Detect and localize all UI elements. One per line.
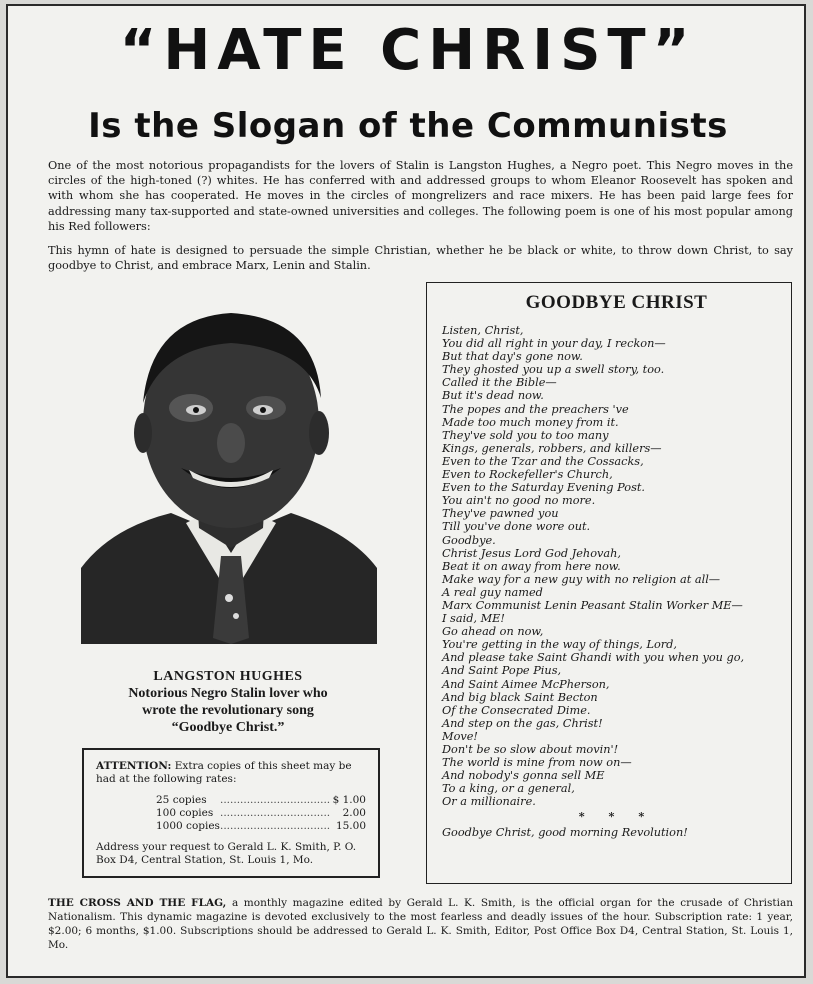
portrait-photo — [81, 298, 377, 644]
rate-row — [156, 807, 366, 820]
poem-line: Of the Consecrated Dime. — [442, 703, 591, 717]
poem-title: GOODBYE CHRIST — [525, 292, 708, 313]
magazine-name: THE CROSS AND THE FLAG, — [48, 897, 227, 909]
poem-line: And step on the gas, Christ! — [442, 716, 603, 730]
rate-price: 2.00 — [342, 807, 366, 819]
poem-line: Move! — [442, 729, 478, 743]
rate-price: 15.00 — [335, 820, 366, 832]
poem-line: They've sold you to too many — [442, 428, 609, 442]
poem-line: The popes and the preachers 've — [442, 402, 629, 416]
poem-line: Kings, generals, robbers, and killers— — [442, 441, 662, 455]
poem-line: A real guy named — [442, 585, 543, 599]
poem-line: Go ahead on now, — [442, 625, 544, 639]
poem-line: You ain't no good no more. — [442, 494, 596, 508]
intro-paragraph-1: One of the most notorious propagandists for the lovers of Stalin is Langston Hughes, a Negro poet. This Negro moves in the circles of the high-toned (?) whites. He has conferred with and addressed groups to whom Eleanor Roosevelt has spoken and with whom she has cooperated. He moves in the circles of mongrelizers and race mixers. He has been paid large fees for addressing many tax-supported and state-owned universities and colleges. The following poem is one of his most popular among his Red followers: — [48, 159, 793, 233]
poem-line: But it's dead now. — [442, 389, 544, 403]
poem-line: They've pawned you — [442, 507, 559, 521]
poem-line: I said, ME! — [442, 612, 505, 626]
poem-separator: * * * — [578, 809, 655, 824]
poem-line: Don't be so slow about movin'! — [442, 743, 619, 756]
poem-line: And Saint Aimee McPherson, — [442, 677, 610, 691]
rate-price: $ 1.00 — [332, 794, 366, 806]
caption-line-1: Notorious Negro Stalin lover who — [128, 686, 328, 701]
poem-box — [426, 282, 792, 884]
poem-lines — [442, 324, 791, 839]
poem-line: You're getting in the way of things, Lord, — [442, 638, 678, 652]
poem-line: The world is mine from now on— — [442, 756, 632, 770]
rate-leader: ................................. — [220, 794, 331, 806]
attention-text — [96, 760, 366, 786]
rate-leader: ................................. — [220, 820, 331, 832]
poem-line: Make way for a new guy with no religion at all— — [442, 572, 721, 586]
poem-line: You did all right in your day, I reckon— — [442, 337, 666, 351]
rate-qty: 25 copies — [156, 794, 207, 806]
flyer-sheet — [6, 4, 806, 978]
intro-text — [48, 158, 793, 282]
caption-line-3: “Goodbye Christ.” — [171, 720, 285, 735]
poem-line: Even to the Tzar and the Cossacks, — [442, 454, 644, 468]
poem-line: Christ Jesus Lord God Jehovah, — [442, 546, 621, 560]
rate-qty: 100 copies — [156, 807, 214, 819]
poem-line: Goodbye. — [442, 533, 496, 547]
footer-body: a monthly magazine edited by Gerald L. K. Smith, is the official organ for the crusade of Christian Nationalism. This dynamic magazine is devoted exclusively to the most fearless and deadly issues of the hour. Subscription rate: 1 year, $2.00; 6 months, $1.00. Subscriptions should be addressed to Gerald L. K. Smith, Editor, Post Office Box D4, Central Station, St. Louis 1, Mo. — [48, 897, 793, 951]
rate-leader: ................................. — [220, 807, 331, 819]
caption-line-2: wrote the revolutionary song — [142, 703, 314, 718]
order-address: Address your request to Gerald L. K. Smith, P. O. Box D4, Central Station, St. Louis 1, Mo. — [96, 841, 357, 866]
attention-body: Extra copies of this sheet may be had at the following rates: — [96, 760, 352, 785]
poem-line: And Saint Pope Pius, — [442, 664, 562, 678]
attention-box — [82, 748, 380, 878]
rate-qty: 1000 copies — [156, 820, 220, 832]
poem-line: Even to the Saturday Evening Post. — [442, 481, 646, 495]
poem-line: They ghosted you up a swell story, too. — [442, 363, 665, 377]
poem-line: To a king, or a general, — [442, 782, 575, 796]
poem-line: And please take Saint Ghandi with you when you go, — [442, 651, 745, 665]
poem-line: But that day's gone now. — [442, 350, 583, 364]
headline-subtitle: Is the Slogan of the Communists — [88, 106, 728, 146]
photo-caption — [78, 668, 378, 736]
poem-line: Marx Communist Lenin Peasant Stalin Worker ME— — [442, 598, 743, 612]
poem-line: And big black Saint Becton — [442, 690, 598, 704]
portrait-image — [81, 298, 377, 644]
caption-name: LANGSTON HUGHES — [153, 669, 303, 684]
attention-label: ATTENTION: — [96, 760, 172, 772]
poem-line: Called it the Bible— — [442, 376, 557, 390]
poem-line: Beat it on away from here now. — [442, 559, 621, 573]
rate-row — [156, 794, 366, 807]
poem-closing-line: Goodbye Christ, good morning Revolution! — [442, 825, 688, 839]
rates-list — [156, 794, 366, 833]
rate-row — [156, 820, 366, 833]
poem-line: And nobody's gonna sell ME — [442, 769, 605, 783]
intro-paragraph-2: This hymn of hate is designed to persuade the simple Christian, whether he be black or white, to throw down Christ, to say goodbye to Christ, and embrace Marx, Lenin and Stalin. — [48, 244, 793, 273]
footer-text — [48, 896, 793, 952]
poem-line: Or a millionaire. — [442, 795, 536, 809]
poem-line: Till you've done wore out. — [442, 520, 591, 534]
headline-title: “HATE CHRIST” — [119, 18, 697, 83]
poem-line: Listen, Christ, — [442, 324, 524, 337]
poem-line: Made too much money from it. — [442, 415, 619, 429]
poem-line: Even to Rockefeller's Church, — [442, 468, 613, 482]
